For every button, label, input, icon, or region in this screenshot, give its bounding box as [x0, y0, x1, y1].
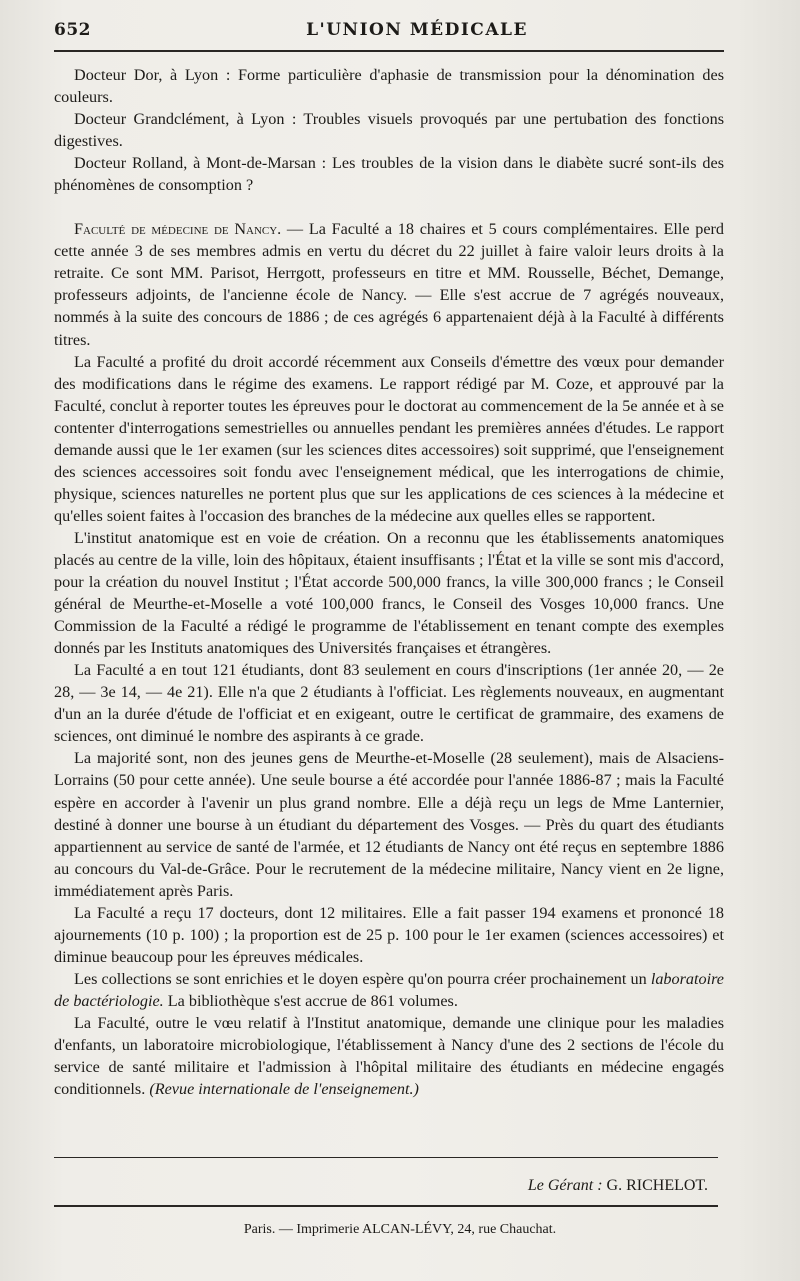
page-number: 652 — [54, 20, 91, 40]
faculty-intro-text: — La Faculté a 18 chaires et 5 cours complémentaires. Elle perd cette année 3 de ses membres admis en vertu du décret du 22 juillet à faire valoir leurs droits à la retraite. Ce sont MM. Parisot, Herrgott, professeurs en titre et MM. Rousselle, Béchet, Demange, professeurs adjoints, de l'ancienne école de Nancy. — Elle s'est accrue de 7 agrégés nouveaux, nommés à la suite des concours de 1886 ; de ces agrégés 6 appartenaient déjà à la Faculté à différents titres. — [54, 220, 725, 349]
footer-rule-thick — [54, 1205, 718, 1207]
journal-title: L'UNION MÉDICALE — [306, 20, 528, 40]
thesis-entry — [54, 152, 724, 196]
faculty-paragraph-3: L'institut anatomique est en voie de création. On a reconnu que les établissements anatomiques placés au centre de la ville, loin des hôpitaux, étaient insuffisants ; l'État et la ville se sont mis d'accord, pour la création du nouvel Institut ; l'État accorde 500,000 francs, la ville 300,000 francs ; le Conseil général de Meurthe-et-Moselle a voté 100,000 francs, le Conseil des Vosges 10,000 francs. Une Commission de la Faculté a rédigé le programme de l'établissement en tenant compte des exemples donnés par les Instituts anatomiques des Universités françaises et étrangères. — [54, 528, 724, 658]
footer-rule — [54, 1157, 718, 1158]
faculty-paragraph-4: La Faculté a en tout 121 étudiants, dont 83 seulement en cours d'inscriptions (1er année 20, — 2e 28, — 3e 14, — 4e 21). Elle n'a que 2 étudiants à l'officiat. Les règlements nouveaux, en augmentant d'un an la durée d'étude de l'officiat et en exigeant, outre le certificat de grammaire, des examens de sciences, ont diminué le nombre des aspirants à ce grade. — [54, 661, 724, 746]
faculty-paragraph-8 — [54, 1012, 724, 1100]
thesis-author: Docteur Grandclément, à Lyon : — [74, 110, 297, 129]
thesis-author: Docteur Rolland, à Mont-de-Marsan : — [74, 154, 327, 173]
source-citation: (Revue internationale de l'enseignement.) — [149, 1080, 419, 1099]
faculty-heading: Faculté de médecine de Nancy. — [74, 220, 282, 239]
header-rule — [54, 50, 724, 52]
thesis-author: Docteur Dor, à Lyon : — [74, 66, 231, 84]
printer-imprint: Paris. — Imprimerie ALCAN-LÉVY, 24, rue Chauchat. — [243, 1222, 557, 1237]
article-body — [54, 64, 724, 1100]
thesis-title: Troubles visuels provoqués par une pertubation des fonctions digestives. — [54, 110, 724, 151]
paragraph-text: La bibliothèque s'est accrue de 861 volumes. — [163, 991, 458, 1010]
lab-name: laboratoire de bactériologie. — [54, 969, 724, 1010]
thesis-entry — [54, 108, 724, 152]
faculty-paragraph-7 — [54, 968, 724, 1012]
faculty-paragraph-6: La Faculté a reçu 17 docteurs, dont 12 militaires. Elle a fait passer 194 examens et prononcé 18 ajournements (10 p. 100) ; la proportion est de 25 p. 100 pour le 1er examen (sciences accessoires) et diminue beaucoup pour les épreuves médicales. — [54, 903, 724, 966]
faculty-paragraph-5: La majorité sont, non des jeunes gens de Meurthe-et-Moselle (28 seulement), mais de Alsaciens-Lorrains (50 pour cette année). Une seule bourse a été accordée pour l'année 1886-87 ; mais la Faculté espère en accorder à l'avenir un plus grand nombre. Elle a déjà reçu un legs de Mme Lanternier, destiné à donner une bourse à un étudiant du département des Vosges. — Près du quart des étudiants appartiennent au service de santé de l'armée, et 12 étudiants de Nancy ont été reçus en septembre 1886 au concours du Val-de-Grâce. Pour le recrutement de la médecine militaire, Nancy vient en 2e ligne, immédiatement après Paris. — [54, 749, 724, 900]
thesis-title: Forme particulière d'aphasie de transmission pour la dénomination des couleurs. — [54, 66, 725, 107]
paragraph-text: La Faculté, outre le vœu relatif à l'Institut anatomique, demande une clinique pour les maladies d'enfants, un laboratoire microbiologique, l'établissement à Nancy d'une des 2 sections de l'école du service de santé militaire et l'admission à l'hôpital militaire des étudiants en médecine engagés conditionnels. — [54, 1013, 724, 1099]
thesis-title: Les troubles de la vision dans le diabète sucré sont-ils des phénomènes de consomption ? — [54, 154, 724, 195]
gerant-label: Le Gérant : — [527, 1177, 603, 1194]
paragraph-text: Les collections se sont enrichies et le doyen espère qu'on pourra créer prochainement un — [74, 969, 651, 988]
page-header — [54, 20, 720, 42]
thesis-entry — [54, 64, 724, 108]
faculty-paragraph-2: La Faculté a profité du droit accordé récemment aux Conseils d'émettre des vœux pour demander des modifications dans le régime des examens. Le rapport rédigé par M. Coze, et approuvé par la Faculté, conclut à reporter toutes les épreuves pour le doctorat au commencement de la 5e année et à se contenter d'interrogations semestrielles ou annuelles pendant les premières années d'études. Le rapport demande aussi que le 1er examen (sur les sciences dites accessoires) soit supprimé, que l'enseignement des sciences accessoires soit fondu avec l'enseignement médical, que les interrogations de chimie, physique, sciences naturelles ne portent plus que sur les applications de ces sciences à la médecine et qu'elles soient faites à l'occasion des branches de la médecine aux quelles elles se rapportent. — [54, 352, 724, 525]
faculty-paragraph-1 — [54, 218, 724, 350]
section-spacer — [54, 196, 724, 218]
gerant-signature — [528, 1177, 708, 1195]
gerant-name: G. RICHELOT. — [606, 1177, 708, 1194]
